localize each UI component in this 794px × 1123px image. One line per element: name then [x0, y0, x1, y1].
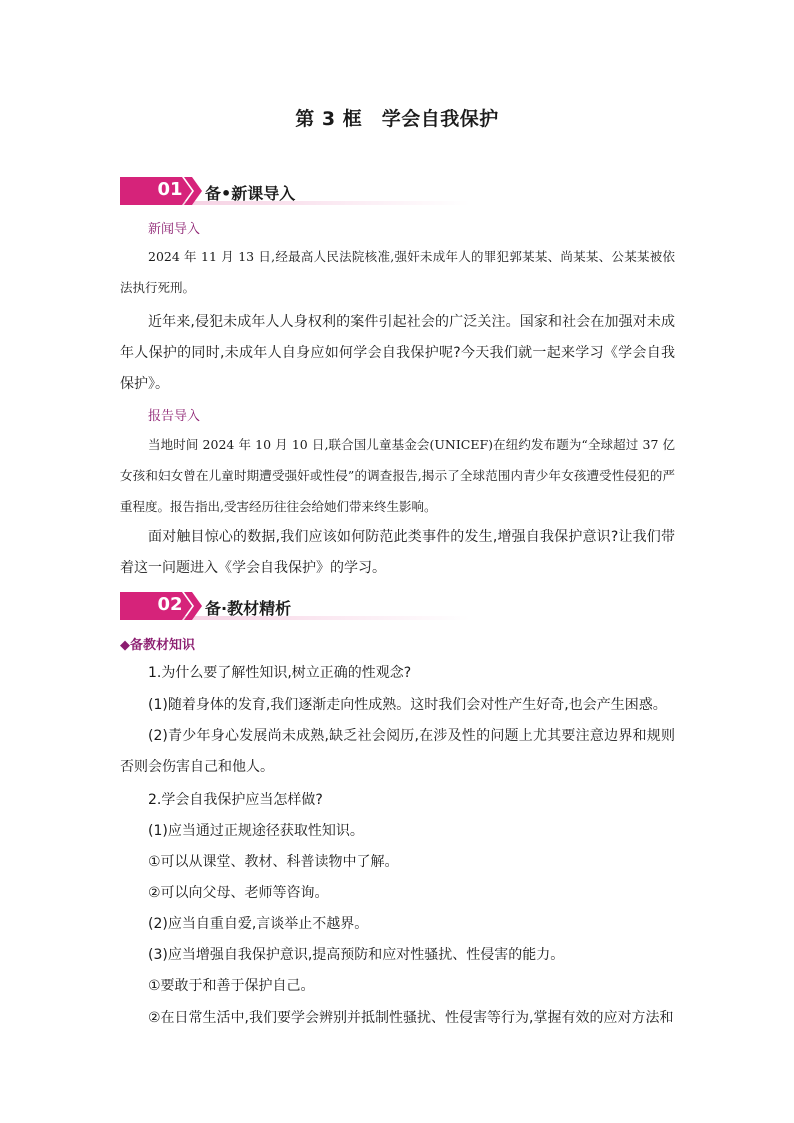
answer-2-3b: ②在日常生活中,我们要学会辨别并抵制性骚扰、性侵害等行为,掌握有效的应对方法和	[148, 1010, 674, 1026]
answer-2-1: (1)应当通过正规途径获取性知识。	[148, 823, 364, 839]
news-heading: 新闻导入	[148, 222, 201, 237]
section-number: 01	[157, 179, 183, 200]
report-paragraph: 当地时间 2024 年 10 月 10 日,联合国儿童基金会(UNICEF)在纽约发布题为“全球超过 37 亿女孩和妇女曾在儿童时期遭受强奸或性侵”的调查报告,揭示了全球范围内青少年女孩遭受性侵犯的严重程度。报告指出,受害经历往往会给她们带来终生影响。	[120, 437, 675, 514]
knowledge-heading: ◆备教材知识	[120, 638, 195, 653]
answer-2-3: (3)应当增强自我保护意识,提高预防和应对性骚扰、性侵害的能力。	[148, 947, 565, 963]
section-banner-01	[120, 177, 470, 207]
intro-paragraph: 近年来,侵犯未成年人人身权利的案件引起社会的广泛关注。国家和社会在加强对未成年人保护的同时,未成年人自身应如何学会自我保护呢?今天我们就一起来学习《学会自我保护》。	[120, 314, 675, 392]
page-title: 第 3 框 学会自我保护	[295, 108, 499, 130]
answer-2-1b: ②可以向父母、老师等咨询。	[148, 885, 329, 901]
answer-1-1: (1)随着身体的发育,我们逐渐走向性成熟。这时我们会对性产生好奇,也会产生困惑。	[148, 697, 667, 713]
question-2: 2.学会自我保护应当怎样做?	[148, 792, 323, 808]
news-paragraph: 2024 年 11 月 13 日,经最高人民法院核准,强奸未成年人的罪犯郭某某、尚某某、公某某被依法执行死刑。	[120, 249, 675, 295]
section-title: 备·教材精析	[205, 599, 292, 618]
answer-2-2: (2)应当自重自爱,言谈举止不越界。	[148, 916, 369, 932]
section-banner-02	[120, 592, 470, 622]
answer-2-1a: ①可以从课堂、教材、科普读物中了解。	[148, 854, 399, 870]
answer-2-3a: ①要敢于和善于保护自己。	[148, 978, 315, 994]
section-number: 02	[157, 594, 183, 615]
answer-1-2: (2)青少年身心发展尚未成熟,缺乏社会阅历,在涉及性的问题上尤其要注意边界和规则否则会伤害自己和他人。	[120, 728, 675, 775]
report-heading: 报告导入	[148, 409, 201, 424]
section-title: 备•新课导入	[205, 184, 296, 203]
closing-paragraph: 面对触目惊心的数据,我们应该如何防范此类事件的发生,增强自我保护意识?让我们带着这一问题进入《学会自我保护》的学习。	[120, 529, 675, 576]
question-1: 1.为什么要了解性知识,树立正确的性观念?	[148, 665, 412, 681]
